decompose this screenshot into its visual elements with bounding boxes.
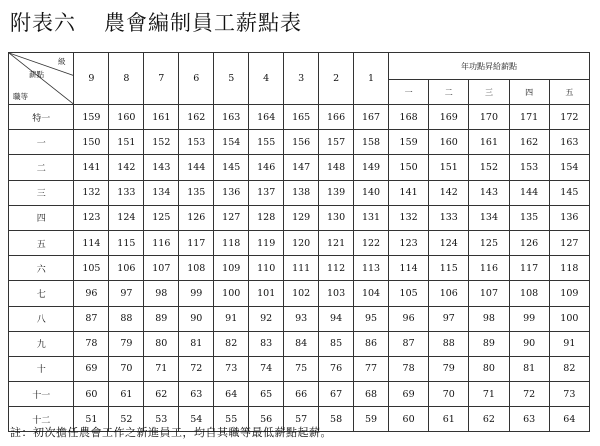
salary-point-cell: 70 — [109, 356, 144, 381]
merit-point-cell: 162 — [509, 130, 549, 155]
salary-point-cell: 118 — [214, 230, 249, 255]
merit-point-cell: 97 — [429, 306, 469, 331]
salary-point-cell: 160 — [109, 105, 144, 130]
merit-point-cell: 141 — [389, 180, 429, 205]
salary-point-cell: 114 — [74, 230, 109, 255]
merit-point-cell: 136 — [549, 205, 589, 230]
merit-point-cell: 134 — [469, 205, 509, 230]
salary-point-cell: 63 — [179, 382, 214, 407]
grade-label: 一 — [9, 130, 74, 155]
table-row — [9, 130, 590, 155]
salary-point-cell: 156 — [284, 130, 319, 155]
salary-point-cell: 154 — [214, 130, 249, 155]
salary-point-cell: 124 — [109, 205, 144, 230]
salary-point-cell: 102 — [284, 281, 319, 306]
salary-point-cell: 62 — [144, 382, 179, 407]
salary-point-cell: 167 — [354, 105, 389, 130]
merit-point-cell: 160 — [429, 130, 469, 155]
grade-label: 十二 — [9, 407, 74, 432]
salary-point-cell: 163 — [214, 105, 249, 130]
salary-point-cell: 150 — [74, 130, 109, 155]
table-row — [9, 155, 590, 180]
salary-point-cell: 162 — [179, 105, 214, 130]
merit-point-cell: 98 — [469, 306, 509, 331]
merit-point-cell: 172 — [549, 105, 589, 130]
salary-point-cell: 157 — [319, 130, 354, 155]
grade-label: 三 — [9, 180, 74, 205]
merit-point-cell: 63 — [509, 407, 549, 432]
merit-point-cell: 72 — [509, 382, 549, 407]
salary-point-cell: 119 — [249, 230, 284, 255]
table-row — [9, 356, 590, 381]
salary-point-cell: 51 — [74, 407, 109, 432]
salary-point-cell: 117 — [179, 230, 214, 255]
salary-point-cell: 127 — [214, 205, 249, 230]
merit-point-cell: 123 — [389, 230, 429, 255]
merit-point-cell: 171 — [509, 105, 549, 130]
salary-point-cell: 165 — [284, 105, 319, 130]
grade-label: 二 — [9, 155, 74, 180]
corner-level-label: 級 — [57, 57, 66, 66]
salary-point-cell: 61 — [109, 382, 144, 407]
salary-point-cell: 107 — [144, 256, 179, 281]
salary-point-cell: 126 — [179, 205, 214, 230]
salary-point-cell: 64 — [214, 382, 249, 407]
table-row — [9, 331, 590, 356]
table-row — [9, 382, 590, 407]
merit-point-cell: 117 — [509, 256, 549, 281]
salary-point-cell: 67 — [319, 382, 354, 407]
salary-point-cell: 105 — [74, 256, 109, 281]
salary-point-cell: 146 — [249, 155, 284, 180]
merit-point-cell: 159 — [389, 130, 429, 155]
merit-point-cell: 99 — [509, 306, 549, 331]
merit-header: 四 — [509, 80, 549, 105]
salary-point-cell: 58 — [319, 407, 354, 432]
salary-point-cell: 74 — [249, 356, 284, 381]
salary-point-cell: 137 — [249, 180, 284, 205]
salary-point-cell: 59 — [354, 407, 389, 432]
merit-point-cell: 127 — [549, 230, 589, 255]
salary-point-cell: 153 — [179, 130, 214, 155]
table-row — [9, 230, 590, 255]
level-header: 9 — [74, 53, 109, 105]
merit-point-cell: 81 — [509, 356, 549, 381]
merit-point-cell: 96 — [389, 306, 429, 331]
salary-point-cell: 69 — [74, 356, 109, 381]
salary-point-cell: 136 — [214, 180, 249, 205]
salary-point-cell: 129 — [284, 205, 319, 230]
salary-point-cell: 96 — [74, 281, 109, 306]
salary-point-cell: 112 — [319, 256, 354, 281]
salary-point-cell: 111 — [284, 256, 319, 281]
merit-point-cell: 88 — [429, 331, 469, 356]
salary-point-cell: 77 — [354, 356, 389, 381]
merit-point-cell: 168 — [389, 105, 429, 130]
grade-label: 四 — [9, 205, 74, 230]
salary-point-cell: 79 — [109, 331, 144, 356]
salary-point-cell: 101 — [249, 281, 284, 306]
salary-point-cell: 84 — [284, 331, 319, 356]
merit-point-cell: 170 — [469, 105, 509, 130]
merit-header: 三 — [469, 80, 509, 105]
salary-point-cell: 93 — [284, 306, 319, 331]
salary-point-cell: 57 — [284, 407, 319, 432]
merit-point-cell: 152 — [469, 155, 509, 180]
salary-point-cell: 52 — [109, 407, 144, 432]
salary-point-cell: 147 — [284, 155, 319, 180]
salary-point-cell: 86 — [354, 331, 389, 356]
salary-point-cell: 132 — [74, 180, 109, 205]
salary-point-table — [8, 52, 590, 432]
level-header: 3 — [284, 53, 319, 105]
merit-point-cell: 91 — [549, 331, 589, 356]
corner-grade-label: 職等 — [13, 92, 28, 101]
salary-point-cell: 104 — [354, 281, 389, 306]
table-name: 農會編制員工薪點表 — [104, 11, 302, 35]
salary-point-cell: 143 — [144, 155, 179, 180]
salary-point-cell: 53 — [144, 407, 179, 432]
merit-point-cell: 133 — [429, 205, 469, 230]
merit-point-cell: 105 — [389, 281, 429, 306]
salary-point-cell: 135 — [179, 180, 214, 205]
level-header: 2 — [319, 53, 354, 105]
salary-point-cell: 116 — [144, 230, 179, 255]
salary-point-cell: 149 — [354, 155, 389, 180]
salary-point-cell: 122 — [354, 230, 389, 255]
merit-point-cell: 80 — [469, 356, 509, 381]
table-body — [9, 105, 590, 432]
merit-point-cell: 132 — [389, 205, 429, 230]
level-header: 7 — [144, 53, 179, 105]
merit-point-cell: 154 — [549, 155, 589, 180]
salary-point-cell: 60 — [74, 382, 109, 407]
merit-point-cell: 118 — [549, 256, 589, 281]
merit-point-cell: 142 — [429, 180, 469, 205]
level-header: 8 — [109, 53, 144, 105]
corner-salary-label: 薪點 — [29, 70, 44, 79]
merit-point-cell: 87 — [389, 331, 429, 356]
salary-point-cell: 87 — [74, 306, 109, 331]
merit-point-cell: 109 — [549, 281, 589, 306]
salary-point-cell: 130 — [319, 205, 354, 230]
grade-label: 五 — [9, 230, 74, 255]
merit-point-cell: 62 — [469, 407, 509, 432]
salary-point-cell: 100 — [214, 281, 249, 306]
level-header: 5 — [214, 53, 249, 105]
merit-point-cell: 114 — [389, 256, 429, 281]
merit-point-cell: 124 — [429, 230, 469, 255]
salary-point-cell: 144 — [179, 155, 214, 180]
merit-point-cell: 64 — [549, 407, 589, 432]
merit-point-cell: 153 — [509, 155, 549, 180]
salary-point-cell: 115 — [109, 230, 144, 255]
salary-point-cell: 91 — [214, 306, 249, 331]
merit-point-cell: 169 — [429, 105, 469, 130]
merit-point-cell: 79 — [429, 356, 469, 381]
footnote: 註：初次擔任農會工作之新進員工，均自其職等最低薪點起薪。 — [10, 426, 332, 439]
salary-point-cell: 92 — [249, 306, 284, 331]
salary-point-cell: 109 — [214, 256, 249, 281]
merit-point-cell: 69 — [389, 382, 429, 407]
salary-point-cell: 121 — [319, 230, 354, 255]
table-row — [9, 180, 590, 205]
salary-point-cell: 134 — [144, 180, 179, 205]
salary-point-cell: 131 — [354, 205, 389, 230]
merit-point-cell: 135 — [509, 205, 549, 230]
salary-point-cell: 71 — [144, 356, 179, 381]
salary-point-cell: 164 — [249, 105, 284, 130]
salary-point-cell: 138 — [284, 180, 319, 205]
merit-point-cell: 151 — [429, 155, 469, 180]
salary-point-cell: 68 — [354, 382, 389, 407]
salary-point-cell: 83 — [249, 331, 284, 356]
merit-point-cell: 107 — [469, 281, 509, 306]
merit-point-cell: 71 — [469, 382, 509, 407]
salary-point-cell: 76 — [319, 356, 354, 381]
salary-point-cell: 75 — [284, 356, 319, 381]
table-row — [9, 256, 590, 281]
merit-group-header: 年功點昇給薪點 — [389, 53, 590, 80]
appendix-label: 附表六 — [10, 11, 76, 35]
merit-point-cell: 116 — [469, 256, 509, 281]
grade-label: 十 — [9, 356, 74, 381]
salary-point-cell: 90 — [179, 306, 214, 331]
merit-point-cell: 125 — [469, 230, 509, 255]
table-row — [9, 205, 590, 230]
merit-header: 五 — [549, 80, 589, 105]
salary-point-cell: 113 — [354, 256, 389, 281]
merit-point-cell: 82 — [549, 356, 589, 381]
salary-point-cell: 66 — [284, 382, 319, 407]
salary-point-cell: 65 — [249, 382, 284, 407]
salary-point-cell: 82 — [214, 331, 249, 356]
salary-point-cell: 140 — [354, 180, 389, 205]
page-title — [10, 8, 302, 38]
salary-point-cell: 148 — [319, 155, 354, 180]
salary-point-cell: 73 — [214, 356, 249, 381]
merit-point-cell: 106 — [429, 281, 469, 306]
salary-point-cell: 95 — [354, 306, 389, 331]
level-header: 6 — [179, 53, 214, 105]
grade-label: 七 — [9, 281, 74, 306]
merit-point-cell: 70 — [429, 382, 469, 407]
salary-point-cell: 151 — [109, 130, 144, 155]
merit-point-cell: 60 — [389, 407, 429, 432]
merit-point-cell: 143 — [469, 180, 509, 205]
table-row — [9, 281, 590, 306]
salary-point-cell: 155 — [249, 130, 284, 155]
merit-point-cell: 73 — [549, 382, 589, 407]
grade-label: 八 — [9, 306, 74, 331]
salary-point-cell: 110 — [249, 256, 284, 281]
merit-point-cell: 61 — [429, 407, 469, 432]
salary-point-cell: 78 — [74, 331, 109, 356]
salary-point-cell: 142 — [109, 155, 144, 180]
grade-label: 九 — [9, 331, 74, 356]
merit-point-cell: 108 — [509, 281, 549, 306]
merit-header: 二 — [429, 80, 469, 105]
salary-point-cell: 94 — [319, 306, 354, 331]
salary-point-cell: 89 — [144, 306, 179, 331]
table-row — [9, 105, 590, 130]
salary-point-cell: 161 — [144, 105, 179, 130]
merit-point-cell: 115 — [429, 256, 469, 281]
salary-point-cell: 158 — [354, 130, 389, 155]
merit-point-cell: 89 — [469, 331, 509, 356]
salary-point-cell: 139 — [319, 180, 354, 205]
salary-point-cell: 54 — [179, 407, 214, 432]
salary-point-cell: 166 — [319, 105, 354, 130]
salary-point-cell: 55 — [214, 407, 249, 432]
salary-point-cell: 120 — [284, 230, 319, 255]
salary-point-cell: 108 — [179, 256, 214, 281]
level-header: 1 — [354, 53, 389, 105]
salary-point-cell: 56 — [249, 407, 284, 432]
salary-point-cell: 106 — [109, 256, 144, 281]
salary-point-cell: 159 — [74, 105, 109, 130]
corner-header-cell — [9, 53, 74, 105]
merit-point-cell: 126 — [509, 230, 549, 255]
salary-point-cell: 85 — [319, 331, 354, 356]
salary-point-cell: 72 — [179, 356, 214, 381]
merit-point-cell: 161 — [469, 130, 509, 155]
merit-point-cell: 150 — [389, 155, 429, 180]
merit-point-cell: 90 — [509, 331, 549, 356]
salary-point-cell: 125 — [144, 205, 179, 230]
merit-point-cell: 163 — [549, 130, 589, 155]
salary-point-cell: 133 — [109, 180, 144, 205]
merit-point-cell: 78 — [389, 356, 429, 381]
grade-label: 六 — [9, 256, 74, 281]
salary-point-cell: 141 — [74, 155, 109, 180]
salary-point-cell: 80 — [144, 331, 179, 356]
salary-point-cell: 98 — [144, 281, 179, 306]
table-row — [9, 306, 590, 331]
salary-point-cell: 145 — [214, 155, 249, 180]
salary-point-cell: 152 — [144, 130, 179, 155]
grade-label: 特一 — [9, 105, 74, 130]
grade-label: 十一 — [9, 382, 74, 407]
salary-point-cell: 99 — [179, 281, 214, 306]
merit-header: 一 — [389, 80, 429, 105]
level-header: 4 — [249, 53, 284, 105]
merit-point-cell: 144 — [509, 180, 549, 205]
salary-point-cell: 81 — [179, 331, 214, 356]
salary-point-cell: 123 — [74, 205, 109, 230]
salary-point-cell: 128 — [249, 205, 284, 230]
salary-point-cell: 88 — [109, 306, 144, 331]
salary-point-cell: 97 — [109, 281, 144, 306]
salary-point-cell: 103 — [319, 281, 354, 306]
merit-point-cell: 145 — [549, 180, 589, 205]
merit-point-cell: 100 — [549, 306, 589, 331]
